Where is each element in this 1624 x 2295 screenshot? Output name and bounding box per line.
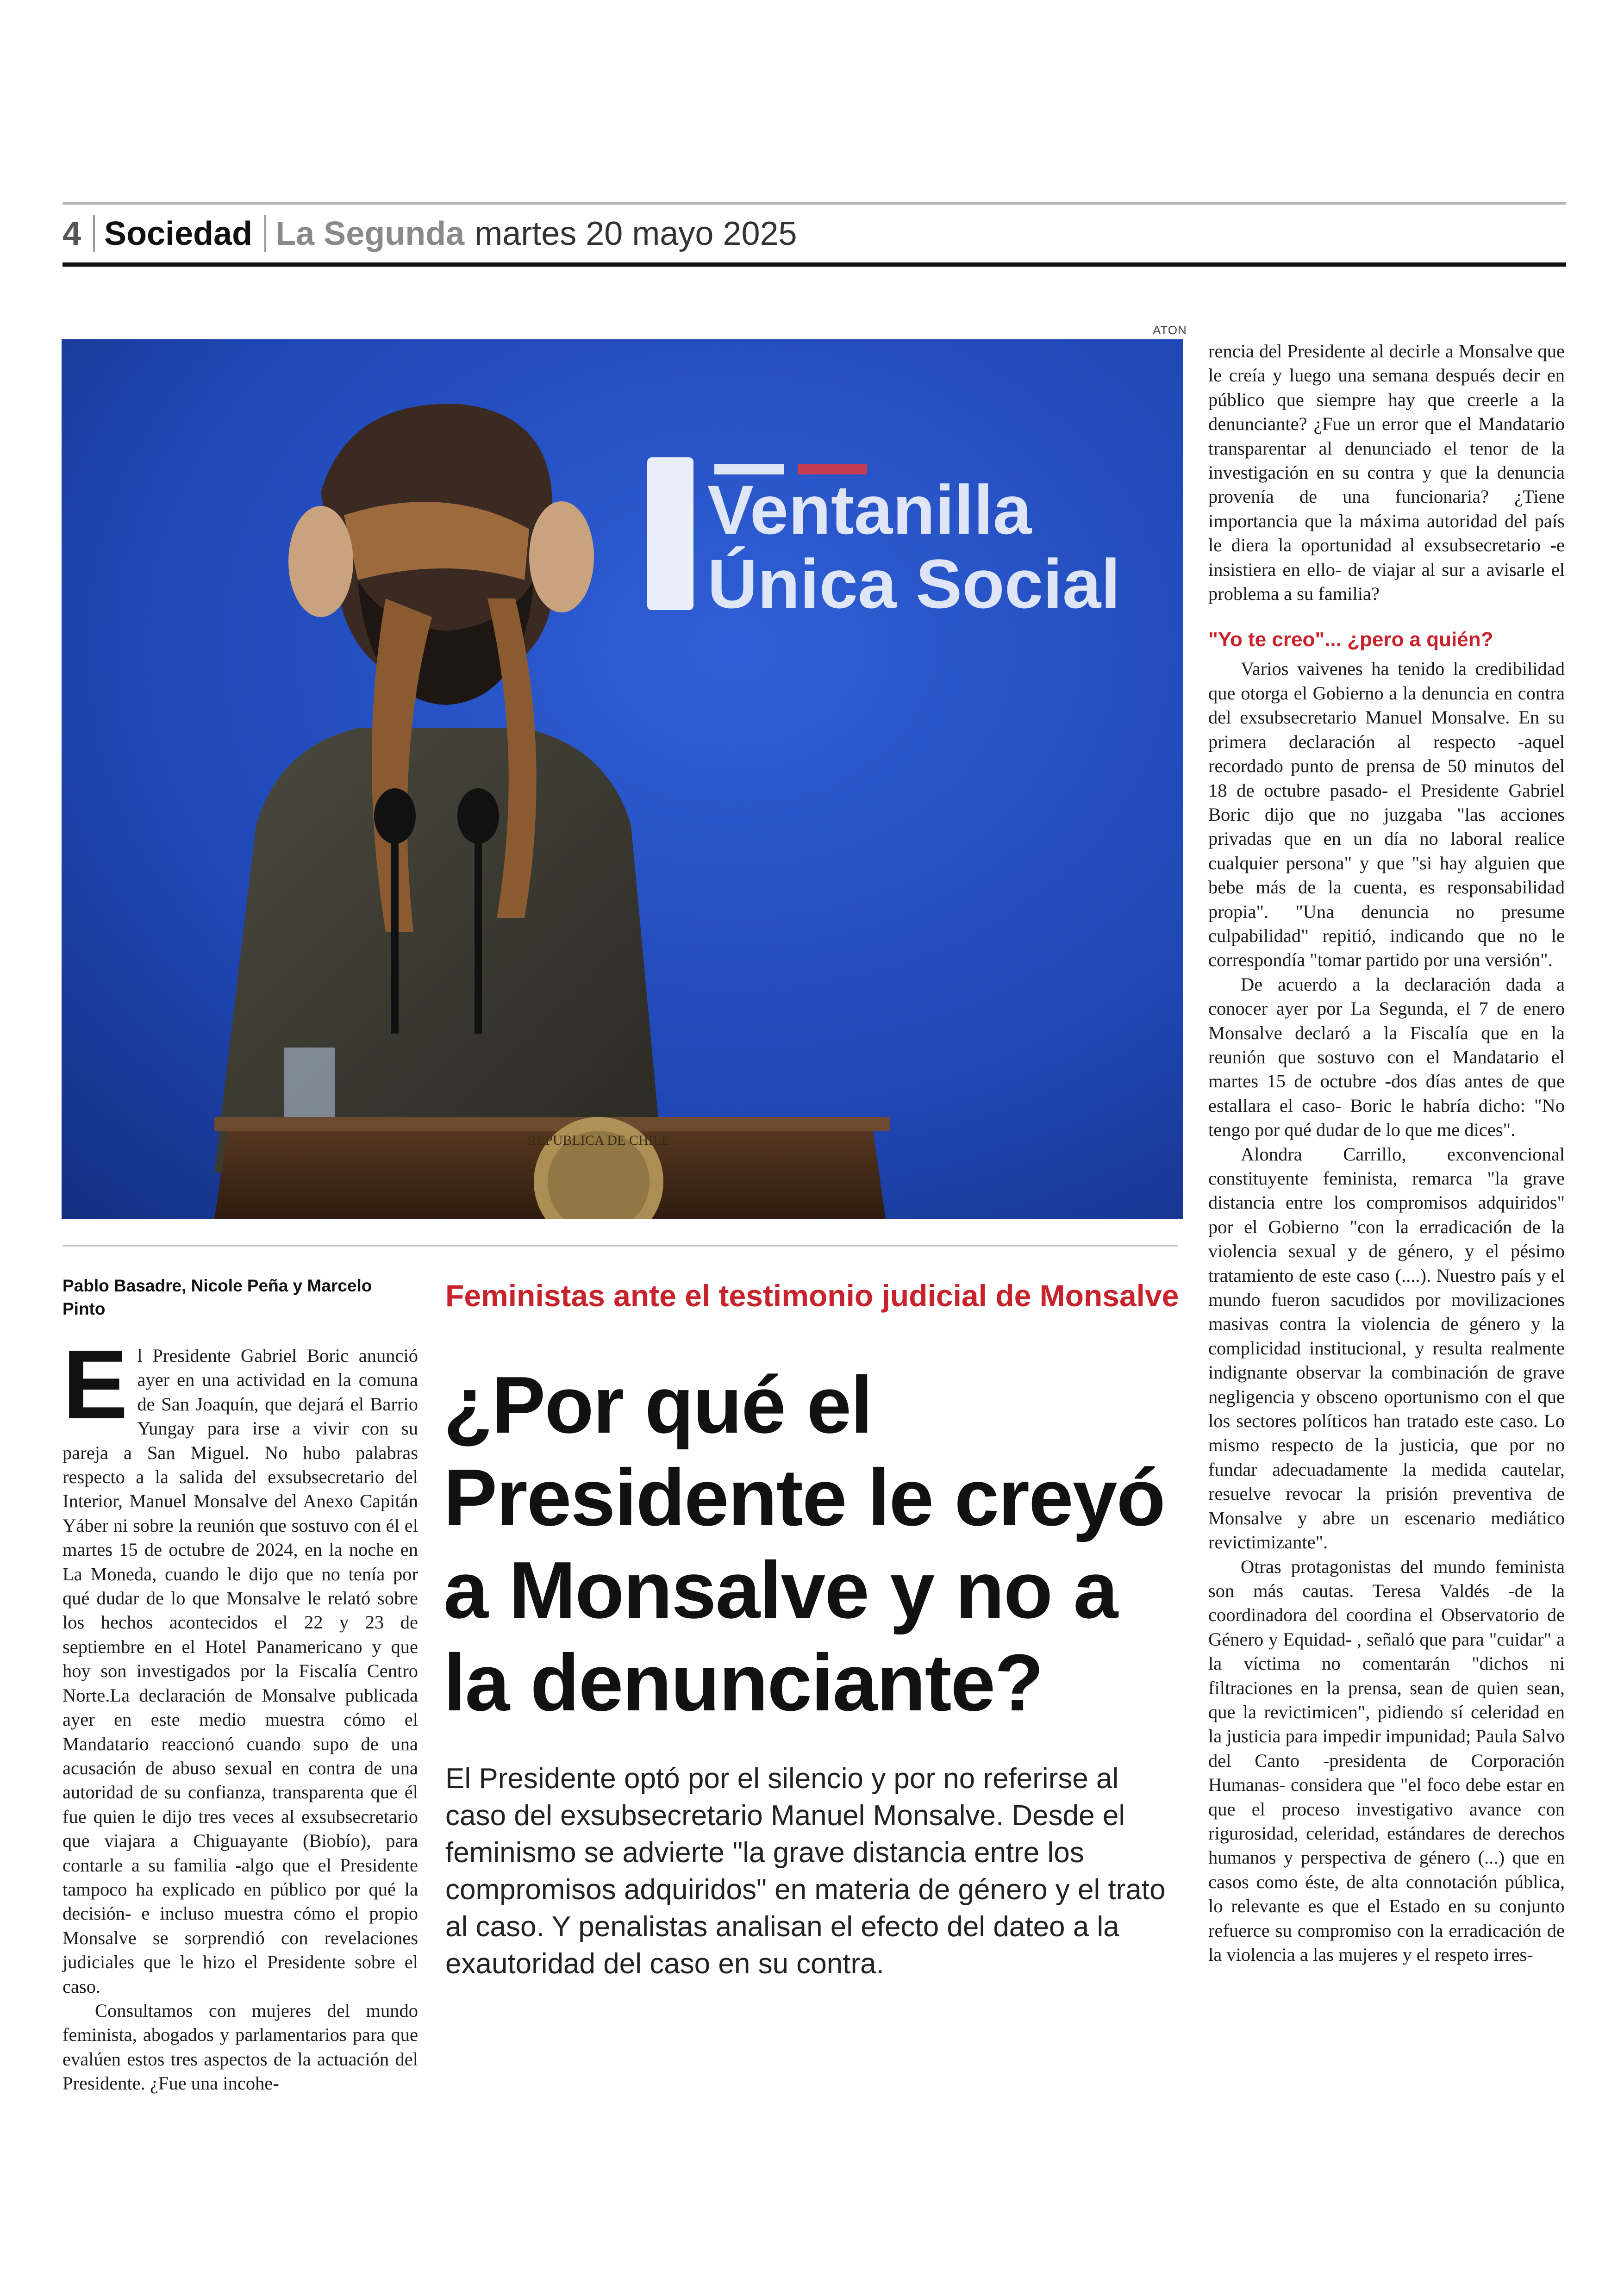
header-top-rule <box>62 202 1566 205</box>
lead-paragraph: El Presidente optó por el silencio y por no referirse al caso del exsubsecretario Manuel Monsalve. Desde el feminismo se advierte "la grave distancia entre los compromisos adquiridos" en materia de género y el trato al caso. Y penalistas analisan el efecto del dateo a la exautoridad del caso en su contra. <box>445 1763 1166 1980</box>
publication-date: martes 20 mayo 2025 <box>475 215 797 252</box>
body-paragraph: De acuerdo a la declaración dada a conocer ayer por La Segunda, el 7 de enero Monsalve declaró a la Fiscalía que en la reunión que sostuvo con el Mandatario el martes 15 de octubre -dos días antes de que estallara el caso- Boric le habría dicho: "No tengo por qué dudar de lo que me dices". <box>1208 973 1565 1141</box>
water-glass <box>284 1048 335 1126</box>
header-separator <box>264 215 266 252</box>
body-paragraph: Otras protagonistas del mundo feminista son más cautas. Teresa Valdés -de la coordinadora del coordina el Observatorio de Género y Equidad- , señaló que para "cuidar" a la víctima no comentarán "dichos ni filtraciones en la prensa, sean de quien sean, que la revictimicen", pidiendo sí celeridad en la justicia para impedir impunidad; Paula Salvo del Canto -presidenta de Corporación Humanas- considera que "el foco debe estar en que el proceso investigativo avance con rigurosidad, celeridad, estándares de derechos humanos y perspectiva de género (...) que en casos como éste, de alta connotación pública, lo relevante es que el Estado en su conjunto refuerce su compromiso con la erradicación de la violencia a las mujeres y el respeto irres- <box>1208 1556 1565 1965</box>
drop-cap: E <box>62 1329 128 1439</box>
subhead: "Yo te creo"... ¿pero a quién? <box>1208 628 1493 651</box>
page-header <box>62 208 797 259</box>
body-paragraph <box>62 1329 418 1999</box>
publication-name: La Segunda <box>275 215 465 252</box>
byline: Pablo Basadre, Nicole Peña y Marcelo Pinto <box>62 1276 372 1318</box>
body-paragraph: rencia del Presidente al decirle a Monsalve que le creía y luego una semana después decir en público que siempre hay que creerle a la denunciante? ¿Fue un error que el Mandatario transparentar al denunciado el tenor de la investigación en su contra y que la denuncia provenía de una funcionaria? ¿Tiene importancia que la máxima autoridad del país le diera la oportunidad al exsubsecretario -e insistiera en ello- de viajar al sur a avisarle el problema a su familia? <box>1208 341 1565 605</box>
photo-bottom-rule <box>62 1245 1178 1247</box>
headline: ¿Por qué el Presidente le creyó a Monsalve y no a la denunciante? <box>443 1360 1165 1727</box>
body-paragraph: Consultamos con mujeres del mundo feminista, abogados y parlamentarios para que evalúen estos tres aspectos de la actuación del Presidente. ¿Fue una incohe- <box>62 2000 418 2094</box>
body-column-right <box>1208 339 1565 1967</box>
body-paragraph: Varios vaivenes ha tenido la credibilidad que otorga el Gobierno a la denuncia en contra del exsubsecretario Manuel Monsalve. En su primera declaración al respecto -aquel recordado punto de prensa de 50 minutos del 18 de octubre pasado- el Presidente Gabriel Boric dijo que no juzgaba "las acciones privadas que en un día no laboral realice cualquier persona" y que "si hay alguien que bebe más de la cuenta, es responsabilidad propia". "Una denuncia no presume culpabilidad" repitió, indicando que no le correspondía "tomar partido por una versión". <box>1208 658 1565 971</box>
header-bottom-rule <box>62 262 1566 267</box>
kicker: Feministas ante el testimonio judicial de Monsalve <box>445 1278 1179 1313</box>
banner-text-line2: Única Social <box>707 545 1121 623</box>
page-number: 4 <box>62 215 81 252</box>
podium-seal-text: REPUBLICA DE CHILE <box>527 1133 670 1148</box>
body-paragraph: Alondra Carrillo, exconvencional constituyente feminista, remarca "la grave distancia entre los compromisos adquiridos" por el Gobierno "con la erradicación de la violencia sexual y de género, y el pésimo tratamiento de este caso (....). Nuestro país y el mundo fueron sacudidos por movilizaciones masivas contra la violencia de género y la complicidad institucional, y resulta realmente indignante observar la combinación de grave negligencia y obsceno oportunismo con el que los sectores políticos han tratado este caso. Lo mismo respecto de la justicia, que por no fundar adecuadamente la medida cautelar, resuelve revocar la prisión preventiva de Monsalve y abre un escenario mediático revictimizante". <box>1208 1143 1565 1553</box>
photo-credit: ATON <box>1153 323 1187 337</box>
photo-illustration <box>62 339 1183 1219</box>
body-paragraph-text: l Presidente Gabriel Boric anunció ayer en una actividad en la comuna de San Joaquín, que dejará el Barrio Yungay para irse a vivir con su pareja a San Miguel. No hubo palabras respecto a la salida del exsubsecretario del Interior, Manuel Monsalve del Anexo Capitán Yáber ni sobre la reunión que sostuvo con él el martes 15 de octubre de 2024, en la noche en La Moneda, cuando le dijo que no tenía por qué dudar de lo que Monsalve le relató sobre los hechos acontecidos el 22 y 23 de septiembre en el Hotel Panamericano y que hoy son investigados por la Fiscalía Centro Norte.La declaración de Monsalve publicada ayer en este medio muestra cómo el Mandatario reaccionó cuando supo de una acusación de abuso sexual en contra de una autoridad de su confianza, transparenta que él fue quien le dijo tres veces al exsubsecretario que viajara a Chiguayante (Biobío), para contarle a su familia -algo que el Presidente tampoco ha explicado en público por qué la decisión- e incluso muestra cómo el propio Monsalve se sorprendió con revelaciones judiciales que le hizo el Presidente sobre el caso. <box>62 1345 418 1997</box>
header-separator <box>93 215 95 252</box>
banner-text-line1: Ventanilla <box>707 471 1032 549</box>
body-column-left <box>62 1329 418 2096</box>
section-name: Sociedad <box>104 215 253 252</box>
article-photo <box>62 339 1183 1219</box>
podium <box>214 1117 890 1219</box>
